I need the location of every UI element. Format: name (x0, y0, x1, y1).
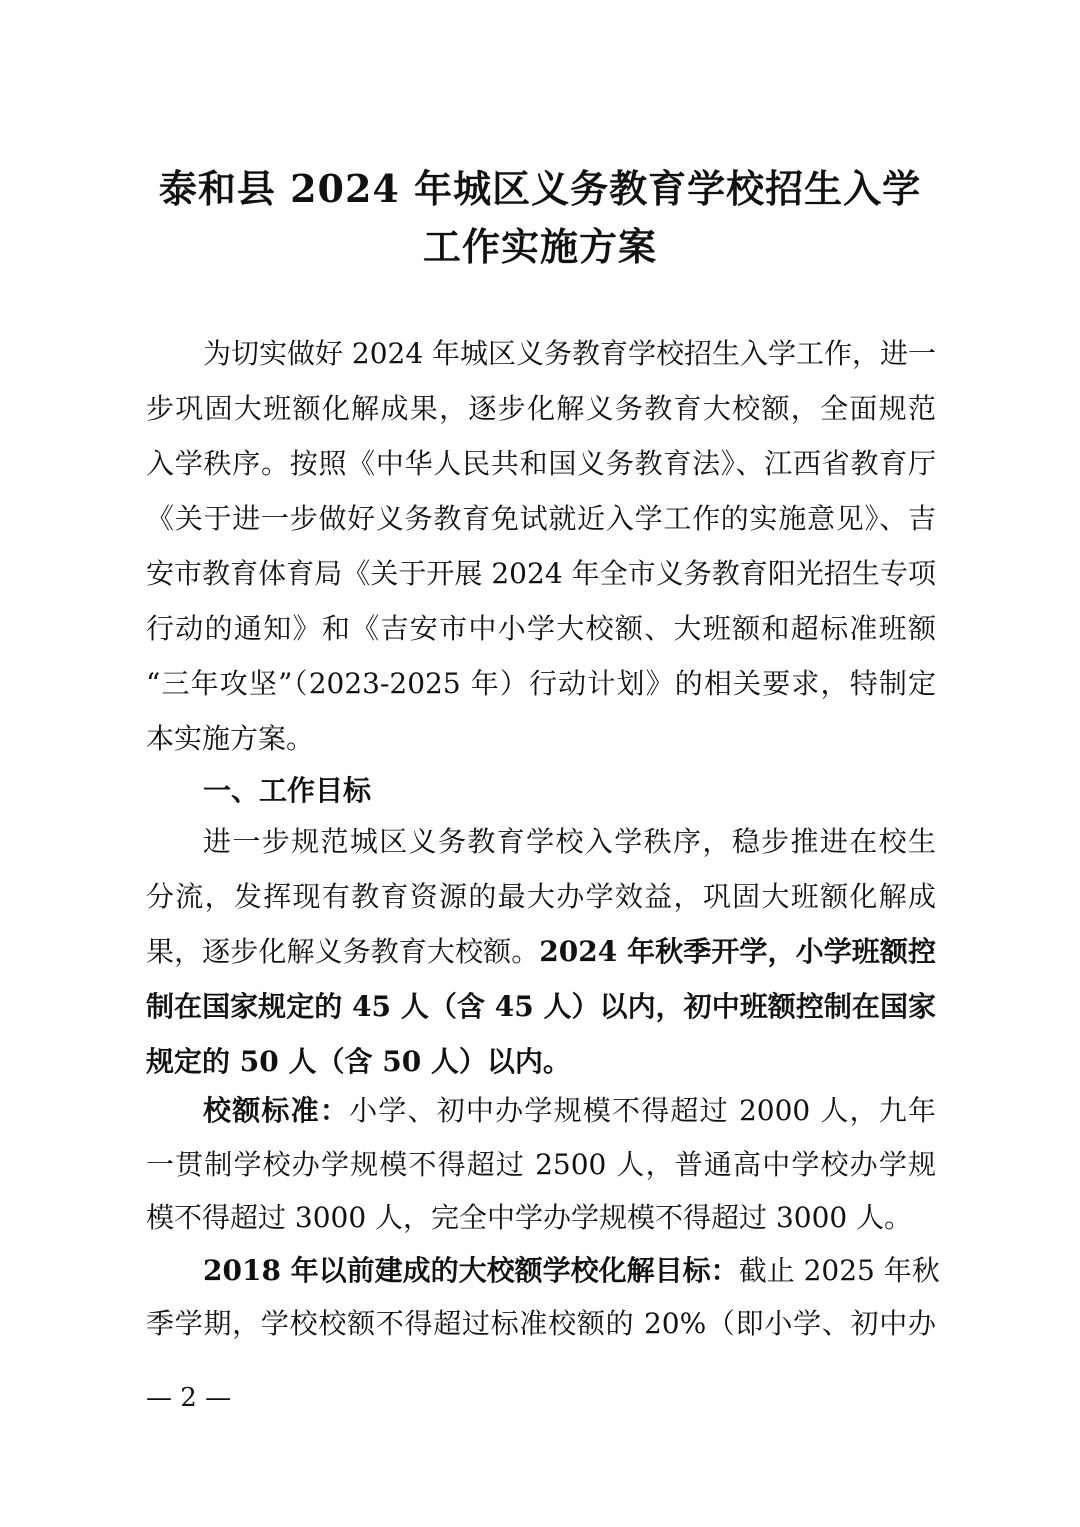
target-text: 截止 2025 年秋 (738, 1254, 940, 1287)
intro-line: 入学秩序。按照《中华人民共和国义务教育法》、江西省教育厅 (146, 447, 936, 480)
intro-line: 本实施方案。 (146, 722, 315, 755)
document-title-line-1: 泰和县 2024 年城区义务教育学校招生入学 (158, 166, 922, 211)
standard-line: 一贯制学校办学规模不得超过 2500 人，普通高中学校办学规 (146, 1148, 936, 1181)
standard-text: 小学、初中办学规模不得超过 2000 人，九年 (349, 1094, 936, 1127)
page-number: — 2 — (146, 1383, 232, 1413)
target-label: 2018 年以前建成的大校额学校化解目标： (203, 1254, 739, 1287)
goal-line: 分流，发挥现有教育资源的最大办学效益，巩固大班额化解成 (146, 880, 936, 913)
goal-text: 果，逐步化解义务教育大校额。 (146, 935, 540, 968)
standard-line (203, 1091, 936, 1131)
intro-line: 为切实做好 2024 年城区义务教育学校招生入学工作，进一 (203, 337, 937, 370)
intro-line: 安市教育体育局《关于开展 2024 年全市义务教育阳光招生专项 (146, 557, 936, 590)
section-heading: 一、工作目标 (203, 774, 372, 807)
intro-line: 行动的通知》和《吉安市中小学大校额、大班额和超标准班额 (146, 612, 936, 645)
goal-line: 进一步规范城区义务教育学校入学秩序，稳步推进在校生 (203, 825, 936, 858)
intro-line: 《关于进一步做好义务教育免试就近入学工作的实施意见》、吉 (146, 502, 936, 535)
document-title-line-2: 工作实施方案 (422, 224, 657, 269)
standard-label: 校额标准： (203, 1094, 350, 1127)
target-line: 季学期，学校校额不得超过标准校额的 20%（即小学、初中办 (146, 1307, 936, 1340)
goal-line (146, 932, 936, 972)
target-line (203, 1251, 940, 1291)
intro-line: 步巩固大班额化解成果，逐步化解义务教育大校额，全面规范 (146, 392, 936, 425)
goal-emphasis-line: 规定的 50 人（含 50 人）以内。 (146, 1045, 571, 1078)
goal-emphasis-line: 制在国家规定的 45 人（含 45 人）以内，初中班额控制在国家 (146, 990, 936, 1023)
goal-emphasis: 2024 年秋季开学，小学班额控 (539, 935, 936, 968)
intro-line: “三年攻坚”（2023-2025 年）行动计划》的相关要求，特制定 (146, 667, 936, 700)
standard-line: 模不得超过 3000 人，完全中学办学规模不得超过 3000 人。 (146, 1201, 913, 1234)
